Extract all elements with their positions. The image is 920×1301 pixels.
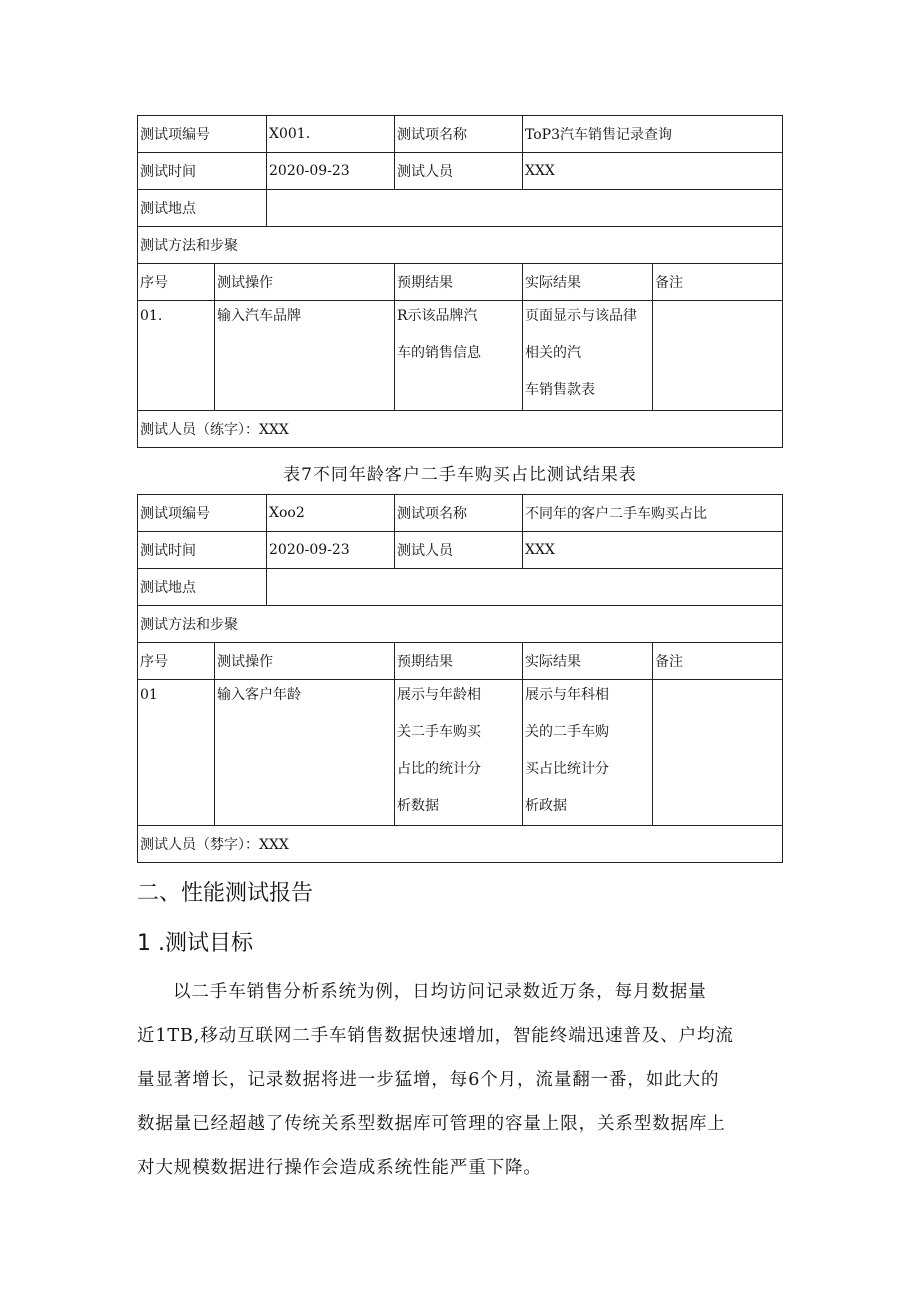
actual-line: 车销售款表 (525, 382, 595, 398)
body-paragraph (137, 970, 777, 1190)
row-expected (395, 301, 523, 411)
method-label: 测试方法和步聚 (138, 606, 783, 643)
expected-line: 关二手车购买 (397, 724, 481, 740)
actual-line: 析政据 (525, 798, 567, 814)
row-actual (523, 301, 653, 411)
section-heading: 二、性能测试报告 (137, 881, 314, 906)
place-value (267, 190, 783, 227)
name-value: 不同年的客户二手车购买占比 (523, 495, 783, 532)
col-note: 备注 (653, 264, 783, 301)
time-value: 2020-09-23 (267, 153, 395, 190)
table-row (138, 301, 783, 411)
table-row (138, 826, 783, 863)
paragraph-line: 量显著增长，记录数据将进一步猛增，每6个月，流量翻一番，如此大的 (137, 1070, 720, 1090)
table-row (138, 569, 783, 606)
table-row (138, 116, 783, 153)
table-row (138, 495, 783, 532)
time-value: 2020-09-23 (267, 532, 395, 569)
actual-line: 关的二手车购 (525, 724, 609, 740)
paragraph-line: 数据量已经超越了传统关系型数据库可管理的容量上限，关系型数据库上 (137, 1114, 726, 1134)
table-row (138, 190, 783, 227)
col-expected: 预期结果 (395, 264, 523, 301)
table-row (138, 411, 783, 448)
person-label: 测试人员 (395, 153, 523, 190)
table-row (138, 606, 783, 643)
col-op: 测试操作 (215, 264, 395, 301)
id-label: 测试项编号 (138, 116, 267, 153)
actual-line: 买占比统计分 (525, 761, 609, 777)
method-label: 测试方法和步聚 (138, 227, 783, 264)
place-label: 测试地点 (138, 190, 267, 227)
id-label: 测试项编号 (138, 495, 267, 532)
expected-line: R示该品牌汽 (397, 308, 478, 324)
person-value: XXX (523, 532, 783, 569)
row-expected (395, 680, 523, 826)
col-actual: 实际结果 (523, 643, 653, 680)
table-header-row (138, 643, 783, 680)
paragraph-line: 近1TB,移动互联网二手车销售数据快速增加，智能终端迅速普及、户均流 (137, 1026, 734, 1046)
expected-line: 占比的统计分 (397, 761, 481, 777)
time-label: 测试时间 (138, 532, 267, 569)
row-op: 输入客户年龄 (215, 680, 395, 826)
name-label: 测试项名称 (395, 495, 523, 532)
name-value: ToP3汽车销售记录查询 (523, 116, 783, 153)
expected-line: 车的销售信息 (397, 345, 481, 361)
test-table-2 (137, 494, 783, 863)
signature: 测试人员（棼字）：XXX (138, 826, 783, 863)
actual-line: 展示与年科相 (525, 687, 609, 703)
expected-line: 析数据 (397, 798, 439, 814)
person-label: 测试人员 (395, 532, 523, 569)
person-value: XXX (523, 153, 783, 190)
id-value: Xoo2 (267, 495, 395, 532)
col-note: 备注 (653, 643, 783, 680)
row-op: 输入汽车品牌 (215, 301, 395, 411)
col-seq: 序号 (138, 264, 215, 301)
expected-line: 展示与年龄相 (397, 687, 481, 703)
name-label: 测试项名称 (395, 116, 523, 153)
col-seq: 序号 (138, 643, 215, 680)
place-value (267, 569, 783, 606)
table-row (138, 153, 783, 190)
row-note (653, 301, 783, 411)
row-note (653, 680, 783, 826)
row-seq: 01 (138, 680, 215, 826)
row-seq: 01. (138, 301, 215, 411)
col-actual: 实际结果 (523, 264, 653, 301)
actual-line: 相关的汽 (525, 345, 581, 361)
place-label: 测试地点 (138, 569, 267, 606)
signature: 测试人员（练字）：XXX (138, 411, 783, 448)
table-row (138, 532, 783, 569)
col-op: 测试操作 (215, 643, 395, 680)
paragraph-line: 对大规模数据进行操作会造成系统性能严重下降。 (137, 1158, 542, 1178)
table-row (138, 227, 783, 264)
col-expected: 预期结果 (395, 643, 523, 680)
paragraph-line: 以二手车销售分析系统为例，日均访问记录数近万条，每月数据量 (173, 982, 707, 1002)
test-table-1 (137, 115, 783, 448)
time-label: 测试时间 (138, 153, 267, 190)
actual-line: 页面显示与该品律 (525, 308, 637, 324)
table-row (138, 680, 783, 826)
subsection-heading: 1 .测试目标 (137, 931, 253, 956)
table-caption: 表7不同年龄客户二手车购买占比测试结果表 (283, 465, 637, 485)
row-actual (523, 680, 653, 826)
table-header-row (138, 264, 783, 301)
id-value: X001. (267, 116, 395, 153)
